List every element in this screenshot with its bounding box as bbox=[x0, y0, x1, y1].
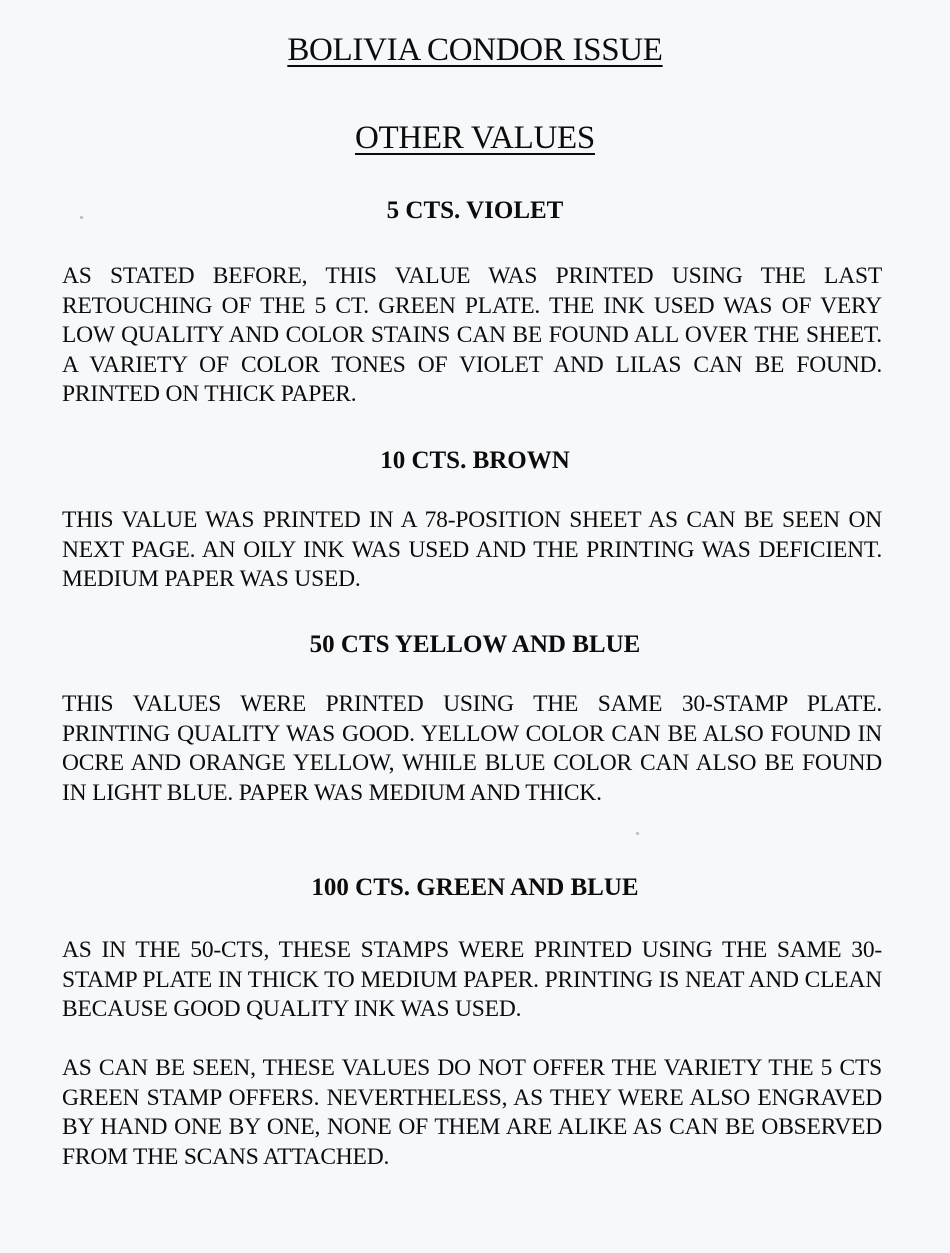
section-heading-10cts-brown: 10 CTS. BROWN bbox=[380, 447, 570, 474]
document-title: BOLIVIA CONDOR ISSUE bbox=[287, 32, 663, 68]
paper-speck bbox=[80, 216, 83, 219]
section-body-100cts-green-blue: AS IN THE 50-CTS, THESE STAMPS WERE PRINTED USING THE SAME 30-STAMP PLATE IN THICK TO MEDIUM PAPER. PRINTING IS NEAT AND CLEAN BECAUSE GOOD QUALITY INK WAS USED. bbox=[62, 937, 882, 1022]
section-body-50cts-yellow-blue: THIS VALUES WERE PRINTED USING THE SAME 30-STAMP PLATE. PRINTING QUALITY WAS GOOD. YELLOW COLOR CAN BE ALSO FOUND IN OCRE AND ORANGE YELLOW, WHILE BLUE COLOR CAN ALSO BE FOUND IN LIGHT BLUE. PAPER WAS MEDIUM AND THICK. bbox=[62, 691, 882, 806]
section-body-10cts-brown: THIS VALUE WAS PRINTED IN A 78-POSITION SHEET AS CAN BE SEEN ON NEXT PAGE. AN OILY INK WAS USED AND THE PRINTING WAS DEFICIENT. MEDIUM PAPER WAS USED. bbox=[62, 507, 882, 592]
section-body-5cts-violet: AS STATED BEFORE, THIS VALUE WAS PRINTED USING THE LAST RETOUCHING OF THE 5 CT. GREEN PLATE. THE INK USED WAS OF VERY LOW QUALITY AND COLOR STAINS CAN BE FOUND ALL OVER THE SHEET. A VARIETY OF COLOR TONES OF VIOLET AND LILAS CAN BE FOUND. PRINTED ON THICK PAPER. bbox=[62, 263, 882, 407]
section-heading-100cts-green-blue: 100 CTS. GREEN AND BLUE bbox=[311, 874, 639, 901]
closing-paragraph: AS CAN BE SEEN, THESE VALUES DO NOT OFFER THE VARIETY THE 5 CTS GREEN STAMP OFFERS. NEVERTHELESS, AS THEY WERE ALSO ENGRAVED BY HAND ONE BY ONE, NONE OF THEM ARE ALIKE AS CAN BE OBSERVED FROM THE SCANS ATTACHED. bbox=[62, 1055, 882, 1170]
paper-speck bbox=[636, 832, 639, 835]
section-heading-5cts-violet: 5 CTS. VIOLET bbox=[386, 197, 564, 224]
section-heading-50cts-yellow-blue: 50 CTS YELLOW AND BLUE bbox=[309, 631, 641, 658]
document-subtitle: OTHER VALUES bbox=[355, 120, 595, 156]
